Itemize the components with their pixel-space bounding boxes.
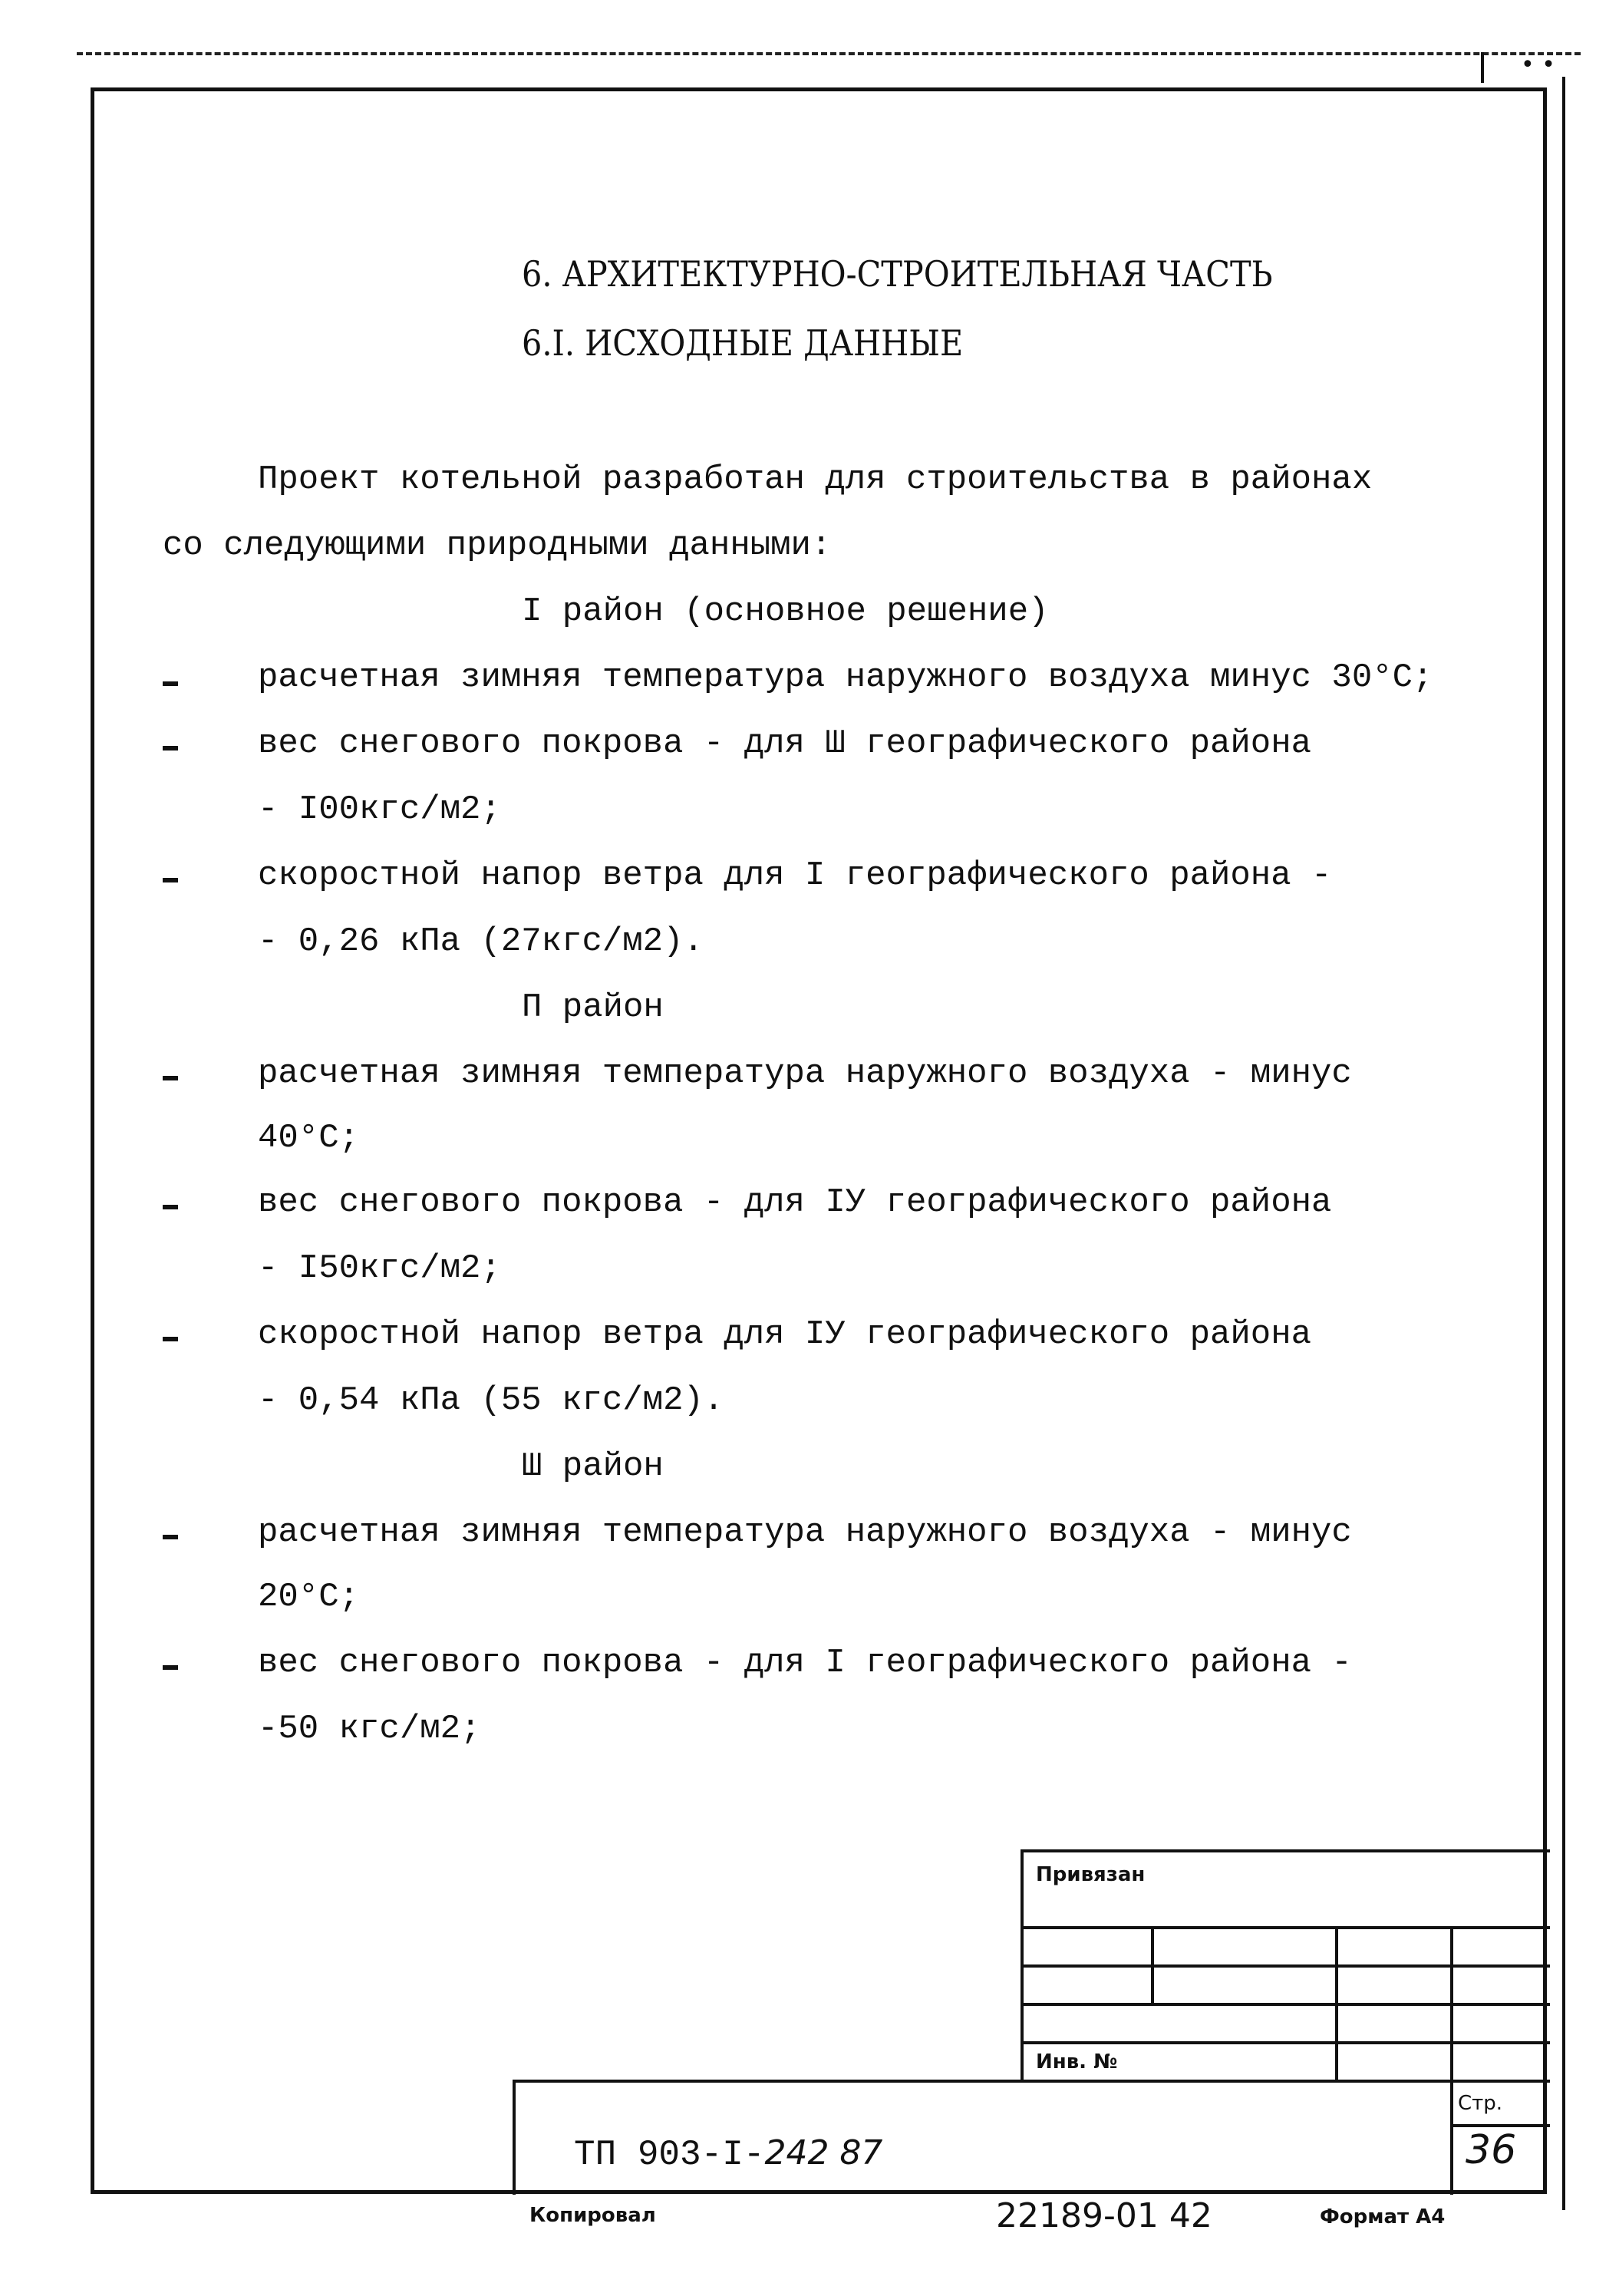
document-code-printed: ТП 903-I- [574, 2135, 765, 2175]
stamp-line [513, 2080, 516, 2195]
bullet-dash [163, 1337, 178, 1341]
region-2-item-2-line-1: вес снегового покрова - для IУ географического района [258, 1183, 1332, 1222]
bullet-dash [163, 1205, 178, 1209]
corner-dots: • • [1521, 51, 1555, 78]
region-3-title: Ш район [522, 1447, 664, 1486]
kopiroval-label: Копировал [529, 2204, 656, 2227]
bullet-dash [163, 878, 178, 882]
region-1-item-2-line-2: - I00кгс/м2; [258, 790, 501, 829]
region-1-item-3-line-2: - 0,26 кПа (27кгс/м2). [258, 922, 704, 961]
document-code-handwritten: 242 87 [764, 2133, 883, 2172]
stamp-line [1021, 1849, 1550, 1852]
region-3-item-1-line-2: 20°С; [258, 1578, 360, 1616]
stamp-line [1021, 2041, 1550, 2044]
region-1-item-1: расчетная зимняя температура наружного воздуха минус 30°С; [258, 658, 1433, 697]
top-cut-line [77, 52, 1581, 55]
intro-line-1: Проект котельной разработан для строительства в районах [258, 460, 1373, 499]
stamp-line [1450, 1926, 1453, 2195]
format-label: Формат А4 [1320, 2205, 1446, 2228]
document-code [574, 2133, 882, 2175]
region-2-item-2-line-2: - I50кгс/м2; [258, 1249, 501, 1288]
region-3-item-2-line-2: -50 кгс/м2; [258, 1710, 481, 1748]
stamp-line [1151, 1926, 1154, 2003]
bullet-dash [163, 1665, 178, 1670]
intro-line-2: со следующими природными данными: [163, 526, 832, 565]
inv-no-label: Инв. № [1036, 2050, 1118, 2073]
subsection-heading: 6.I. ИСХОДНЫЕ ДАННЫЕ [522, 322, 964, 364]
region-2-item-1-line-2: 40°С; [258, 1119, 360, 1157]
bullet-dash [163, 746, 178, 750]
stamp-line [1335, 1926, 1338, 2080]
region-3-item-2-line-1: вес снегового покрова - для I географического района - [258, 1644, 1352, 1682]
stamp-line [1021, 1964, 1550, 1968]
bullet-dash [163, 1535, 178, 1539]
region-3-item-1-line-1: расчетная зимняя температура наружного воздуха - минус [258, 1513, 1352, 1552]
region-2-item-3-line-1: скоростной напор ветра для IУ географического района [258, 1315, 1312, 1354]
region-1-item-3-line-1: скоростной напор ветра для I географического района - [258, 856, 1332, 895]
bullet-dash [163, 1076, 178, 1080]
privyazan-label: Привязан [1036, 1863, 1146, 1886]
region-2-title: П район [522, 988, 664, 1027]
page-label: Стр. [1458, 2092, 1503, 2115]
region-1-item-2-line-1: вес снегового покрова - для Ш географического района [258, 724, 1312, 763]
stamp-line [513, 2080, 1550, 2083]
stamp-line [1021, 1926, 1550, 1929]
page-number: 36 [1466, 2127, 1517, 2173]
section-heading: 6. АРХИТЕКТУРНО-СТРОИТЕЛЬНАЯ ЧАСТЬ [522, 253, 1273, 295]
stamp-line [1021, 2003, 1550, 2006]
region-2-item-3-line-2: - 0,54 кПа (55 кгс/м2). [258, 1381, 724, 1420]
region-2-item-1-line-1: расчетная зимняя температура наружного воздуха - минус [258, 1054, 1352, 1093]
region-1-title: I район (основное решение) [522, 592, 1049, 631]
bullet-dash [163, 681, 178, 686]
footer-number: 22189-01 42 [996, 2196, 1212, 2235]
page-frame-right-line [1562, 77, 1565, 2210]
